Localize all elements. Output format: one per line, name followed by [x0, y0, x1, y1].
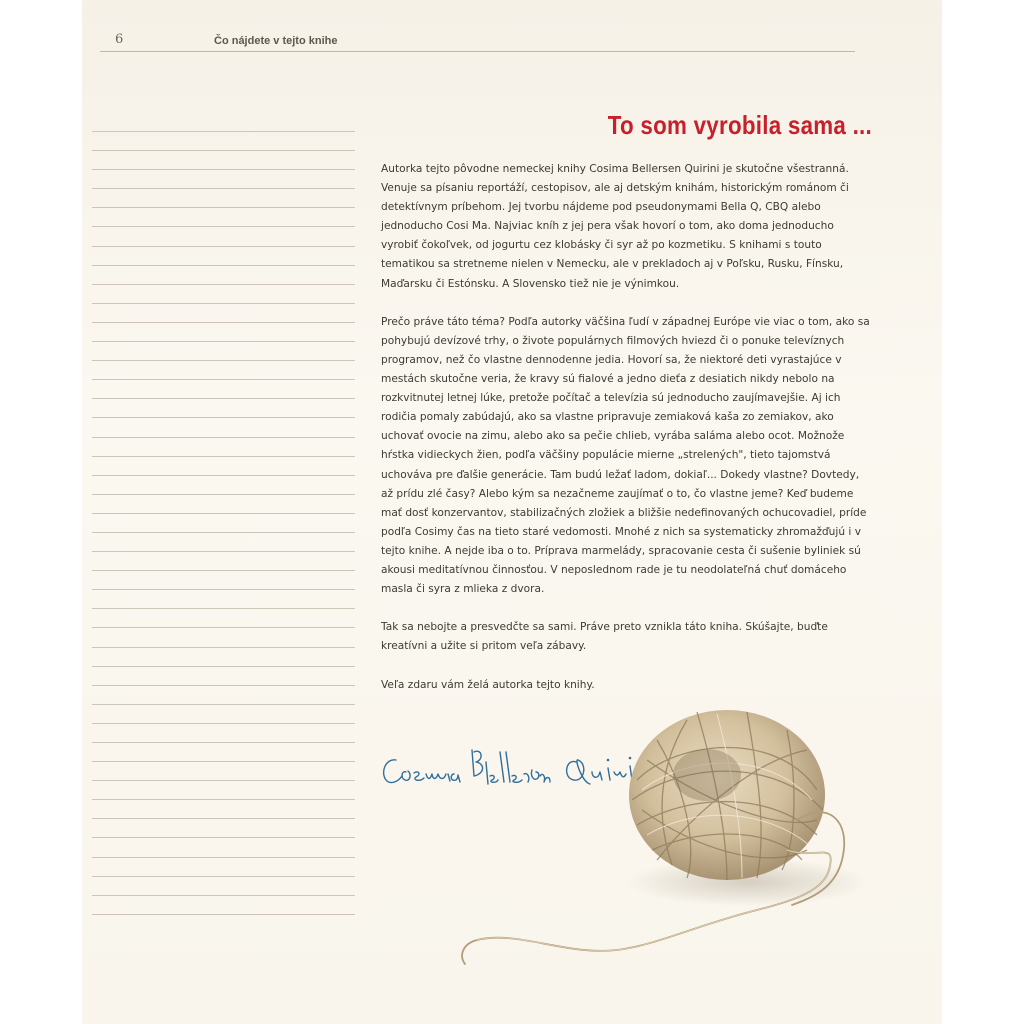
article-body — [381, 160, 871, 714]
article-title: To som vyrobila sama ... — [607, 110, 872, 140]
page-number: 6 — [115, 32, 124, 47]
twine-ball-image — [457, 700, 917, 1000]
paragraph: Tak sa nebojte a presvedčte sa sami. Práve preto vznikla táto kniha. Skúšajte, buďte kreatívni a užite si pritom veľa zábavy. — [381, 621, 828, 653]
running-head: Čo nájdete v tejto knihe — [214, 35, 338, 47]
header-rule — [100, 51, 855, 52]
paragraph: Prečo práve táto téma? Podľa autorky väčšina ľudí v západnej Európe vie viac o tom, ako sa pohybujú devízové trhy, o živote populárnych filmových hviezd či o ponuke televíznych programov, než čo vlastne dennodenne jedia. Hovorí sa, že niektoré deti vyrastajúce v mestách skutočne veria, že kravy sú fialové a jedno dieťa z desiatich nikdy nebolo na rozkvitnutej letnej lúke, pretože počítač a televízia sú jednoducho zaujímavejšie. Aj ich rodičia pomaly zabúdajú, ako sa vlastne pripravuje zemiaková kaša zo zemiakov, ako uchovať ovocie na zimu, alebo ako sa pečie chlieb, vyrába saláma alebo ocot. Možnože hŕstka vidieckych žien, podľa väčšiny populácie mierne „strelených", tieto tajomstvá uchováva pre ďalšie generácie. Tam budú ležať ladom, dokiaľ... Dokedy vlastne? Dovtedy, až prídu zlé časy? Alebo kým sa nezačneme zaujímať o to, čo vlastne jeme? Keď budeme mať dosť konzervantov, stabilizačných zložiek a bližšie nedefinovaných ochucovadiel, príde podľa Cosimy čas na tieto staré vedomosti. Mnohé z nich sa systematicky zhromažďujú i v tejto knihe. A nejde iba o to. Príprava marmelády, spracovanie cesta či sušenie byliniek sú akousi meditatívnou činnosťou. V neposlednom rade je tu neodolateľná chuť domáceho masla či syra z mlieka z dvora. — [381, 315, 870, 596]
notes-lines — [92, 131, 355, 933]
paragraph: Autorka tejto pôvodne nemeckej knihy Cosima Bellersen Quirini je skutočne všestranná. Venuje sa písaniu reportáží, cestopisov, ale aj detským knihám, historickým románom či detektívnym príbehom. Jej tvorbu nájdeme pod pseudonymami Bella Q, CBQ alebo jednoducho Cosi Ma. Najviac kníh z jej pera však hovorí o tom, ako doma jednoducho vyrobiť čokoľvek, od jogurtu cez klobásky či syr až po kozmetiku. S knihami s touto tematikou sa stretneme nielen v Nemecku, ale v prekladoch aj v Poľsku, Rusku, Fínsku, Maďarsku či Estónsku. A Slovensko tiež nie je výnimkou. — [381, 163, 849, 290]
paragraph: Veľa zdaru vám želá autorka tejto knihy. — [381, 678, 595, 691]
book-page — [82, 0, 942, 1024]
